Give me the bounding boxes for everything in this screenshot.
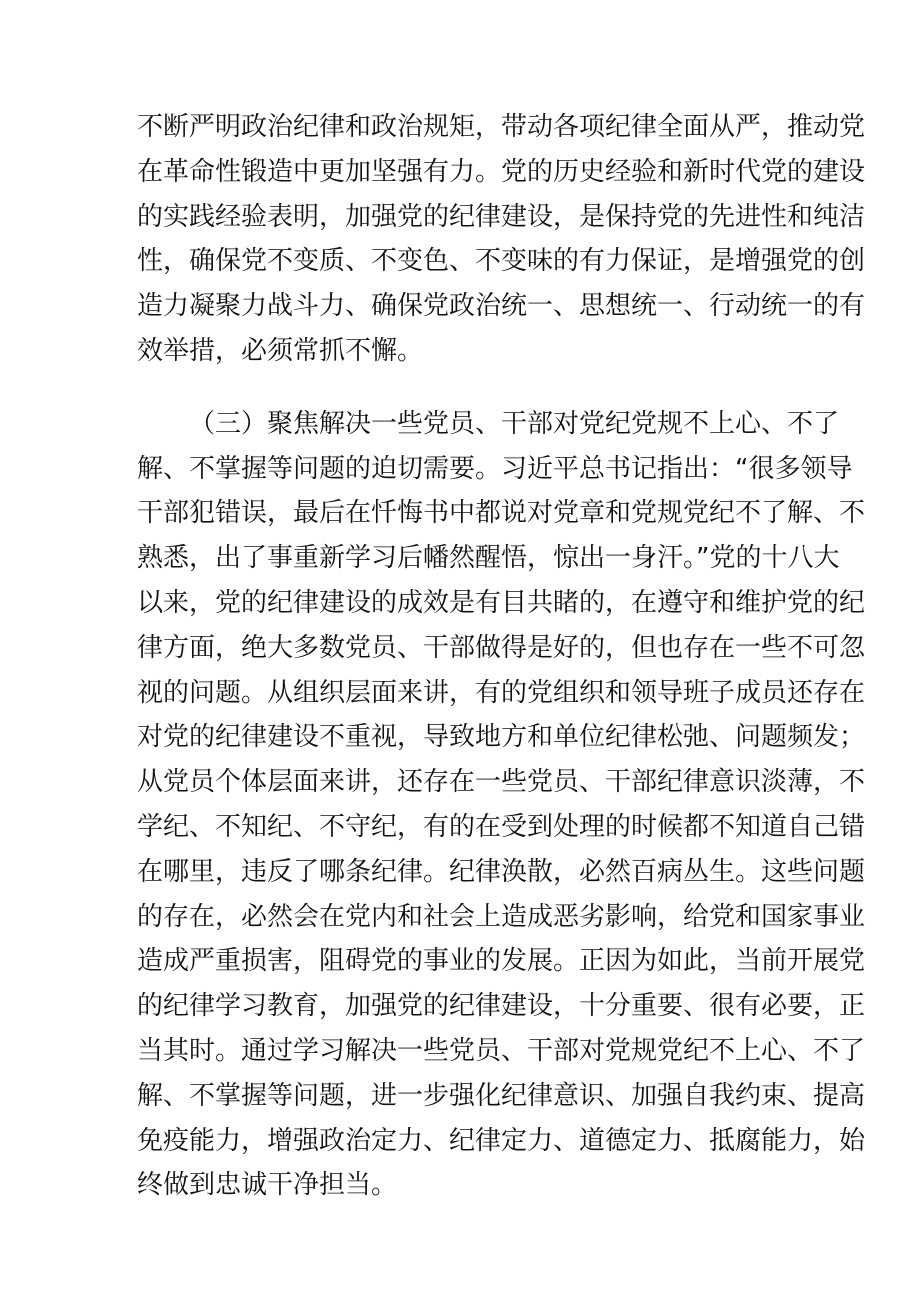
text-line: 视的问题。从组织层面来讲，有的党组织和领导班子成员还存在 <box>137 677 866 708</box>
text-line: 解、不掌握等问题的迫切需要。习近平总书记指出：“很多领导 <box>137 453 853 484</box>
text-line: 的实践经验表明，加强党的纪律建设，是保持党的先进性和纯洁 <box>137 201 866 232</box>
text-line: 造成严重损害，阻碍党的事业的发展。正因为如此，当前开展党 <box>137 946 866 977</box>
text-line: 学纪、不知纪、不守纪，有的在受到处理的时候都不知道自己错 <box>137 811 866 842</box>
text-line: 效举措，必须常抓不懈。 <box>137 335 424 366</box>
text-line: 在哪里，违反了哪条纪律。纪律涣散，必然百病丛生。这些问题 <box>137 856 866 887</box>
text-line: 对党的纪律建设不重视，导致地方和单位纪律松弛、问题频发； <box>137 722 866 753</box>
text-line: 不断严明政治纪律和政治规矩，带动各项纪律全面从严，推动党 <box>137 112 866 142</box>
document-body <box>137 105 866 1208</box>
text-line: 律方面，绝大多数党员、干部做得是好的，但也存在一些不可忽 <box>137 632 866 663</box>
text-line: 性，确保党不变质、不变色、不变味的有力保证，是增强党的创 <box>137 246 866 277</box>
paragraph-section-three <box>137 402 866 1208</box>
text-line-indented: （三）聚焦解决一些党员、干部对党纪党规不上心、不了 <box>189 408 840 439</box>
text-line: 熟悉，出了事重新学习后幡然醒悟，惊出一身汗。”党的十八大 <box>137 543 840 574</box>
text-line: 解、不掌握等问题，进一步强化纪律意识、加强自我约束、提高 <box>137 1080 866 1111</box>
text-line: 免疫能力，增强政治定力、纪律定力、道德定力、抵腐能力，始 <box>137 1125 866 1156</box>
text-line: 以来，党的纪律建设的成效是有目共睹的，在遵守和维护党的纪 <box>137 587 866 618</box>
text-line: 终做到忠诚干净担当。 <box>137 1170 398 1201</box>
text-line: 干部犯错误，最后在忏悔书中都说对党章和党规党纪不了解、不 <box>137 498 866 529</box>
paragraph-continued <box>137 105 866 374</box>
text-line: 当其时。通过学习解决一些党员、干部对党规党纪不上心、不了 <box>137 1035 866 1066</box>
text-line: 从党员个体层面来讲，还存在一些党员、干部纪律意识淡薄，不 <box>137 767 866 798</box>
text-line: 的存在，必然会在党内和社会上造成恶劣影响，给党和国家事业 <box>137 901 866 932</box>
text-line: 造力凝聚力战斗力、确保党政治统一、思想统一、行动统一的有 <box>137 291 866 322</box>
text-line: 的纪律学习教育，加强党的纪律建设，十分重要、很有必要，正 <box>137 991 866 1022</box>
text-line: 在革命性锻造中更加坚强有力。党的历史经验和新时代党的建设 <box>137 156 866 187</box>
